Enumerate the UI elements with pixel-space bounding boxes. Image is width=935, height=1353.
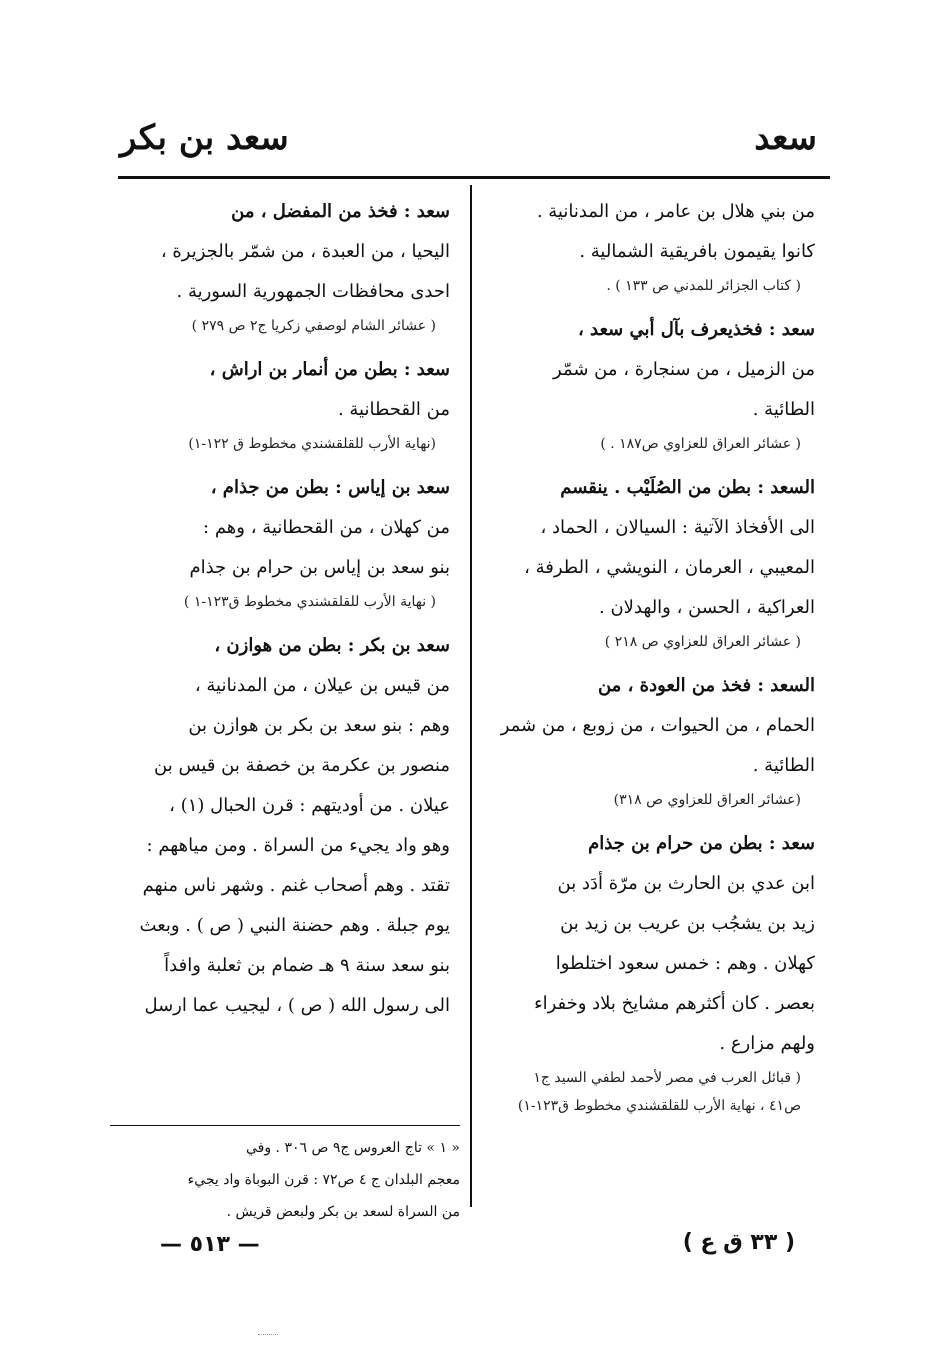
entry-line: عيلان . من أوديتهم : قرن الحبال (١) ، [169, 795, 450, 816]
entry [110, 192, 450, 340]
entry-line: وهم : بنو سعد بن بكر بن هوازن بن [188, 715, 450, 736]
entry-line: سعد بن بكر : بطن من هوازن ، [214, 635, 450, 656]
entry-line: الى الأفخاذ الآتية : السيالان ، الحماد ، [540, 517, 815, 538]
footnote-line: « ١ » تاج العروس ج٩ ص ٣٠٦ . وفي [245, 1140, 460, 1156]
signature-mark: ( ٣٣ ق ع ) [682, 1230, 795, 1255]
entry-line: سعد : فخذ من المفضل ، من [231, 201, 450, 222]
entry-source: ( عشائر الشام لوصفي زكريا ج٢ ص ٢٧٩ ) [191, 318, 436, 334]
page-number: — ٥١٣ — [160, 1232, 260, 1257]
entry-line: من قيس بن عيلان ، من المدنانية ، [194, 675, 450, 696]
left-column [110, 192, 450, 1036]
entry-line: سعد : فخذيعرف بآل أبي سعد ، [577, 319, 815, 340]
entry-source: ص٤١ ، نهاية الأرب للقلقشندي مخطوط ق١٢٣-١) [517, 1098, 801, 1114]
entry-line: العراكية ، الحسن ، والهدلان . [599, 597, 815, 618]
entry-line: من الزميل ، من سنجارة ، من شمّر [553, 359, 815, 380]
entry-line: من القحطانية . [337, 399, 450, 420]
column-divider [470, 185, 472, 1207]
entry-line: ولهم مزارع . [719, 1033, 815, 1054]
entry-line: الطائية . [752, 399, 815, 420]
header-rule [118, 176, 830, 179]
entry-source: ( نهاية الأرب للقلقشندي مخطوط ق١٢٣-١ ) [183, 594, 436, 610]
entry [110, 468, 450, 616]
entry [485, 824, 815, 1120]
entry-line: سعد : بطن من أنمار بن اراش ، [209, 359, 450, 380]
entry-source: ( عشائر العراق للعزاوي ص ٢١٨ ) [604, 634, 801, 650]
entry-line: بعصر . كان أكثرهم مشايخ بلاد وخفراء [534, 993, 815, 1014]
entry [110, 626, 450, 1026]
entry-line: السعد : بطن من الصُلَيْب . ينقسم [560, 477, 815, 498]
entry [485, 468, 815, 656]
entry-line: زيد بن يشجُب بن عريب بن زيد بن [560, 913, 815, 934]
entry-line: من كهلان ، من القحطانية ، وهم : [203, 517, 450, 538]
entry [485, 192, 815, 300]
entry-line: كانوا يقيمون بافريقية الشمالية . [579, 241, 815, 262]
entry-source: ( قبائل العرب في مصر لأحمد لطفي السيد ج١ [533, 1070, 801, 1086]
entry-source: ( كتاب الجزائر للمدني ص ١٣٣ ) . [606, 278, 801, 294]
entry-source: ( عشائر العراق للعزاوي ص١٨٧ . ) [600, 436, 801, 452]
right-column [485, 192, 815, 1130]
running-head-left: سعد بن بكر [120, 118, 289, 158]
entry [485, 666, 815, 814]
footnotes [110, 1132, 460, 1228]
entry-line: سعد : بطن من حرام بن جذام [588, 833, 815, 854]
footnote-rule [110, 1125, 460, 1126]
entry-line: كهلان . وهم : خمس سعود اختلطوا [555, 953, 815, 974]
entry-line: الحمام ، من الحيوات ، من زوبع ، من شمر [500, 715, 815, 736]
entry-line: بنو سعد بن إياس بن حرام بن جذام [189, 557, 450, 578]
entry-line: من بني هلال بن عامر ، من المدنانية . [536, 201, 815, 222]
entry-line: بنو سعد سنة ٩ هـ ضمام بن ثعلبة وافداً [164, 955, 450, 976]
entry-line: المعيبي ، العرمان ، النويشي ، الطرفة ، [524, 557, 815, 578]
entry-source: (عشائر العراق للعزاوي ص ٣١٨) [613, 792, 801, 808]
entry-line: وهو واد يجيء من السراة . ومن مياههم : [146, 835, 450, 856]
footnote-line: معجم البلدان ج ٤ ص٧٢ : قرن البوباة واد يجيء [187, 1172, 460, 1188]
entry-line: ابن عدي بن الحارث بن مرّة أدَد بن [557, 873, 815, 894]
entry [110, 350, 450, 458]
entry-line: السعد : فخذ من العودة ، من [597, 675, 815, 696]
entry-line: اليحيا ، من العبدة ، من شمّر بالجزيرة ، [160, 241, 450, 262]
scan-artifact [258, 1334, 278, 1335]
entry-line: الى رسول الله ( ص ) ، ليجيب عما ارسل [144, 995, 450, 1016]
entry-source: (نهاية الأرب للقلقشندي مخطوط ق ١٢٢-١) [188, 436, 436, 452]
entry [485, 310, 815, 458]
entry-line: احدى محافظات الجمهورية السورية . [176, 281, 450, 302]
entry-line: منصور بن عكرمة بن خصفة بن قيس بن [154, 755, 450, 776]
footnote-line: من السراة لسعد بن بكر ولبعض قريش . [226, 1204, 460, 1220]
entry-line: يوم جبلة . وهم حضنة النبي ( ص ) . وبعث [139, 915, 450, 936]
entry-line: الطائية . [752, 755, 815, 776]
entry-line: سعد بن إياس : بطن من جذام ، [210, 477, 450, 498]
running-head-right: سعد [754, 118, 817, 158]
entry-line: تقتد . وهم أصحاب غنم . وشهر ناس منهم [142, 875, 450, 896]
